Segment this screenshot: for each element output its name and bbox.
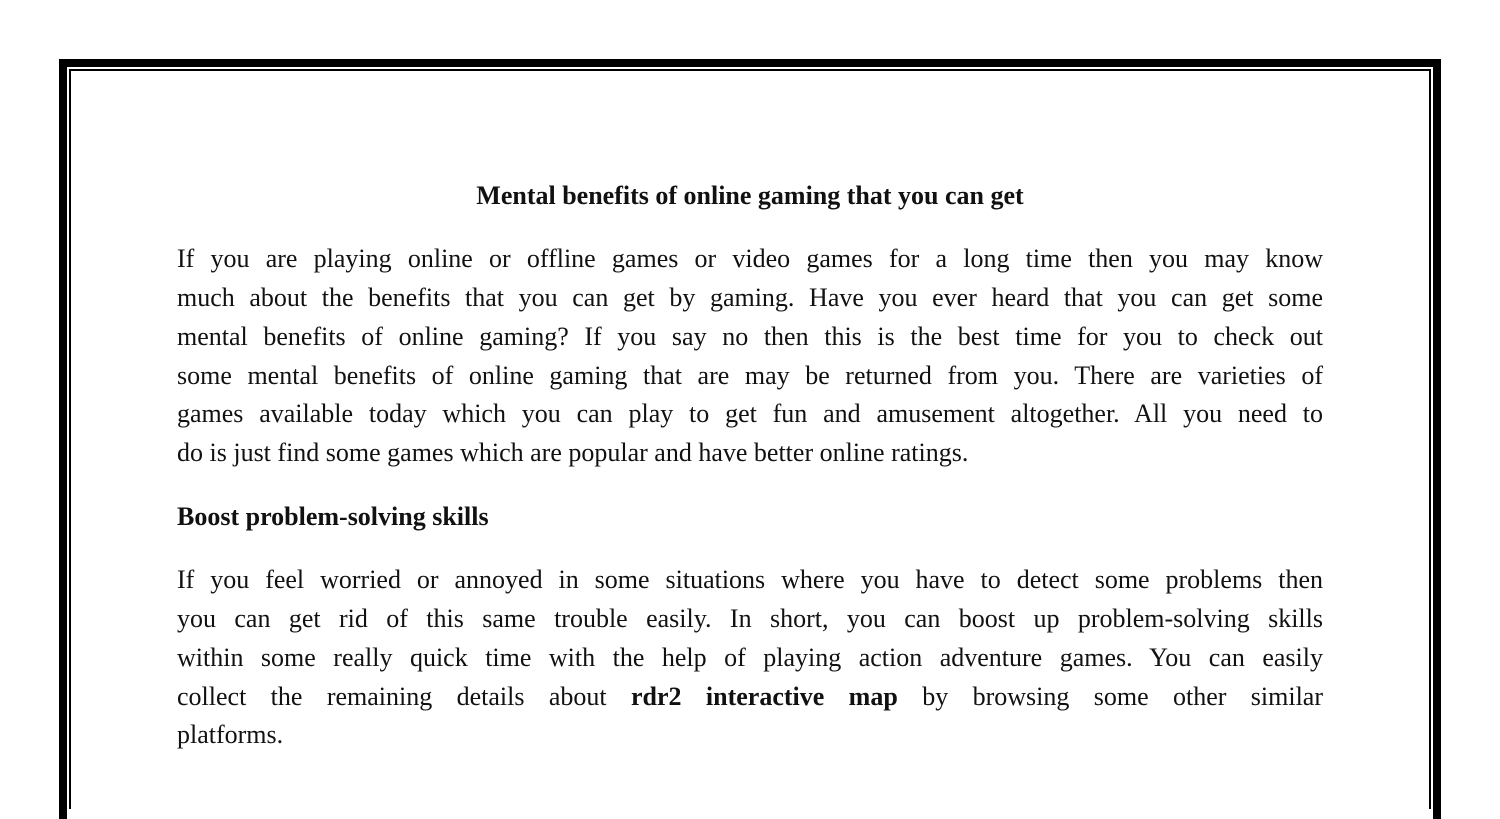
intro-line: do is just find some games which are popular and have better online ratings.	[177, 438, 969, 467]
intro-line: much about the benefits that you can get by gaming. Have you ever heard that you can get some	[177, 283, 1323, 312]
intro-line: If you are playing online or offline games or video games for a long time then you may know	[177, 244, 1323, 273]
section-line: within some really quick time with the help of playing action adventure games. You can easily	[177, 643, 1323, 672]
section-line: you can get rid of this same trouble easily. In short, you can boost up problem-solving skills	[177, 604, 1323, 633]
section-line: If you feel worried or annoyed in some situations where you have to detect some problems then	[177, 565, 1323, 594]
text-segment: by browsing some other similar	[897, 682, 1323, 711]
intro-line: mental benefits of online gaming? If you say no then this is the best time for you to check out	[177, 322, 1323, 351]
bold-keyword: rdr2 interactive map	[631, 682, 898, 711]
section-line	[177, 677, 1323, 716]
text-segment: collect the remaining details about	[177, 682, 631, 711]
section-line: platforms.	[177, 720, 284, 749]
document-title: Mental benefits of online gaming that you can get	[476, 181, 1024, 210]
section-heading: Boost problem-solving skills	[177, 502, 489, 531]
intro-line: some mental benefits of online gaming that are may be returned from you. There are varieties of	[177, 361, 1323, 390]
intro-line: games available today which you can play to get fun and amusement altogether. All you need to	[177, 399, 1323, 428]
